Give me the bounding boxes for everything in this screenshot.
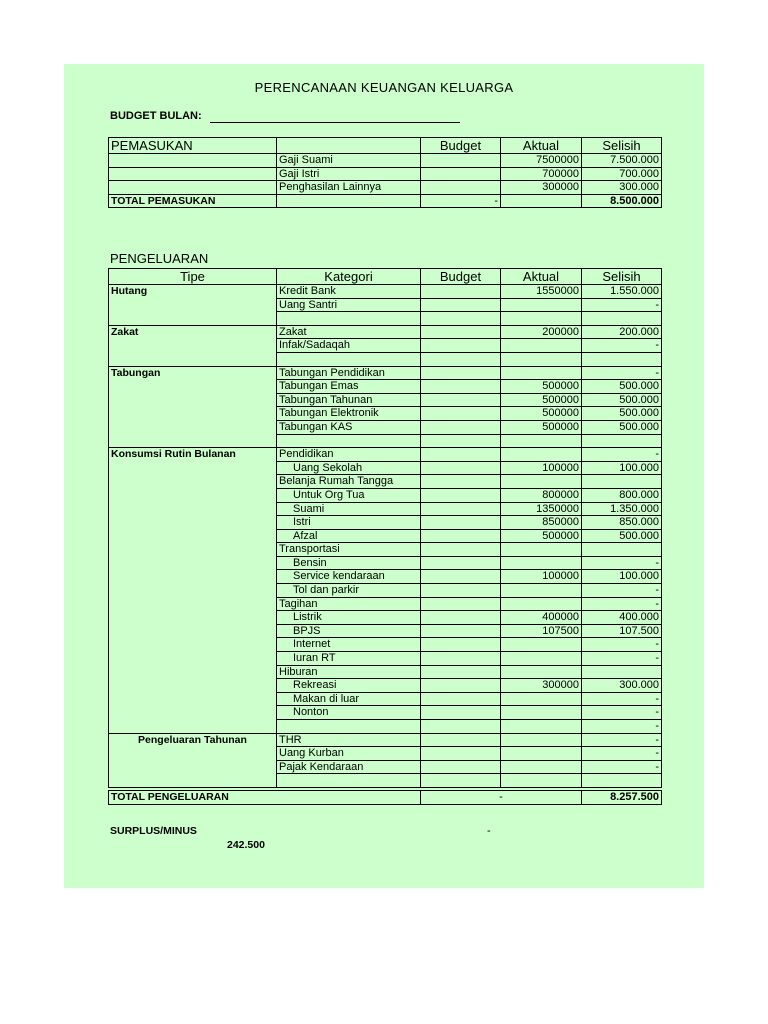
expense-kategori: Transportasi: [277, 543, 421, 557]
header-aktual: Aktual: [501, 138, 582, 154]
expense-selisih: 500.000: [582, 380, 662, 394]
expense-selisih: -: [582, 747, 662, 761]
expense-selisih: -: [582, 652, 662, 666]
expense-row: [109, 448, 662, 462]
page-title: PERENCANAAN KEUANGAN KELUARGA: [254, 80, 514, 95]
empty-cell: [277, 138, 421, 154]
expense-kategori: Uang Santri: [277, 298, 421, 312]
expense-aktual: [501, 733, 582, 747]
expense-selisih: -: [582, 638, 662, 652]
expense-tipe: Pengeluaran Tahunan: [109, 733, 277, 787]
expense-selisih: 800.000: [582, 488, 662, 502]
expense-selisih: 850.000: [582, 516, 662, 530]
expense-kategori: Nonton: [277, 706, 421, 720]
expense-row: [109, 733, 662, 747]
expense-tipe: Hutang: [109, 285, 277, 326]
expense-kategori: Infak/Sadaqah: [277, 339, 421, 353]
expense-selisih: 500.000: [582, 420, 662, 434]
expense-selisih: [582, 774, 662, 788]
expense-aktual: [501, 475, 582, 489]
expense-budget: [421, 434, 501, 448]
expense-selisih: -: [582, 366, 662, 380]
expense-budget: [421, 407, 501, 421]
expense-selisih: -: [582, 720, 662, 734]
income-total-budget: -: [421, 194, 501, 208]
expense-aktual: 100000: [501, 570, 582, 584]
income-table: [108, 137, 662, 208]
expense-table: [108, 268, 662, 805]
income-aktual: 7500000: [501, 154, 582, 168]
expense-header-row: [109, 269, 662, 285]
expense-selisih: -: [582, 339, 662, 353]
expense-aktual: 1350000: [501, 502, 582, 516]
expense-budget: [421, 638, 501, 652]
expense-budget: [421, 774, 501, 788]
income-selisih: 300.000: [582, 181, 662, 195]
expense-selisih: 500.000: [582, 407, 662, 421]
expense-kategori: Uang Sekolah: [277, 461, 421, 475]
expense-kategori: Makan di luar: [277, 692, 421, 706]
expense-kategori: Bensin: [277, 556, 421, 570]
expense-kategori: Uang Kurban: [277, 747, 421, 761]
expense-selisih: -: [582, 760, 662, 774]
expense-aktual: [501, 692, 582, 706]
expense-selisih: [582, 665, 662, 679]
expense-selisih: [582, 434, 662, 448]
income-tipe-cell: [109, 167, 277, 181]
expense-title: PENGELUARAN: [110, 251, 209, 266]
expense-selisih: [582, 543, 662, 557]
expense-budget: [421, 692, 501, 706]
expense-kategori: Iuran RT: [277, 652, 421, 666]
expense-budget: [421, 448, 501, 462]
expense-kategori: Internet: [277, 638, 421, 652]
expense-selisih: 500.000: [582, 393, 662, 407]
expense-budget: [421, 679, 501, 693]
income-budget: [421, 167, 501, 181]
expense-aktual: 107500: [501, 624, 582, 638]
expense-budget: [421, 611, 501, 625]
expense-kategori: [277, 352, 421, 366]
expense-budget: [421, 720, 501, 734]
expense-kategori: Tabungan Pendidikan: [277, 366, 421, 380]
expense-kategori: Tabungan KAS: [277, 420, 421, 434]
expense-budget: [421, 339, 501, 353]
expense-aktual: 400000: [501, 611, 582, 625]
expense-selisih: -: [582, 597, 662, 611]
expense-kategori: THR: [277, 733, 421, 747]
expense-kategori: Tabungan Tahunan: [277, 393, 421, 407]
surplus-value: 242.500: [227, 839, 265, 851]
header-aktual: Aktual: [501, 269, 582, 285]
expense-budget: [421, 325, 501, 339]
expense-budget: [421, 652, 501, 666]
expense-total-aktual: -: [421, 790, 582, 804]
expense-aktual: 200000: [501, 325, 582, 339]
expense-row: [109, 325, 662, 339]
expense-selisih: -: [582, 298, 662, 312]
expense-budget: [421, 312, 501, 326]
income-selisih: 7.500.000: [582, 154, 662, 168]
expense-kategori: [277, 720, 421, 734]
income-kategori: Gaji Istri: [277, 167, 421, 181]
expense-aktual: [501, 706, 582, 720]
expense-budget: [421, 760, 501, 774]
expense-aktual: [501, 652, 582, 666]
header-budget: Budget: [421, 269, 501, 285]
expense-budget: [421, 488, 501, 502]
expense-aktual: [501, 638, 582, 652]
expense-budget: [421, 393, 501, 407]
budget-month-label: BUDGET BULAN:: [110, 110, 202, 122]
expense-aktual: [501, 720, 582, 734]
expense-row: [109, 366, 662, 380]
income-header-row: [109, 138, 662, 154]
expense-aktual: 500000: [501, 380, 582, 394]
expense-budget: [421, 529, 501, 543]
expense-kategori: Tabungan Emas: [277, 380, 421, 394]
expense-aktual: 500000: [501, 420, 582, 434]
expense-kategori: Pajak Kendaraan: [277, 760, 421, 774]
expense-budget: [421, 475, 501, 489]
expense-budget: [421, 733, 501, 747]
header-selisih: Selisih: [582, 138, 662, 154]
income-kategori: Gaji Suami: [277, 154, 421, 168]
income-total-aktual: [501, 194, 582, 208]
expense-kategori: Hiburan: [277, 665, 421, 679]
header-tipe: Tipe: [109, 269, 277, 285]
expense-aktual: [501, 434, 582, 448]
income-budget: [421, 154, 501, 168]
expense-aktual: [501, 352, 582, 366]
expense-budget: [421, 380, 501, 394]
income-selisih: 700.000: [582, 167, 662, 181]
expense-selisih: 107.500: [582, 624, 662, 638]
header-budget: Budget: [421, 138, 501, 154]
expense-total-label: TOTAL PENGELUARAN: [109, 790, 421, 804]
expense-aktual: [501, 597, 582, 611]
expense-aktual: 100000: [501, 461, 582, 475]
expense-aktual: [501, 543, 582, 557]
income-total-row: [109, 194, 662, 208]
expense-kategori: [277, 774, 421, 788]
expense-aktual: [501, 760, 582, 774]
income-total-selisih: 8.500.000: [582, 194, 662, 208]
expense-budget: [421, 747, 501, 761]
expense-kategori: Tol dan parkir: [277, 584, 421, 598]
expense-aktual: 850000: [501, 516, 582, 530]
expense-kategori: Kredit Bank: [277, 285, 421, 299]
expense-kategori: Rekreasi: [277, 679, 421, 693]
surplus-label: SURPLUS/MINUS: [110, 825, 197, 837]
expense-kategori: Service kendaraan: [277, 570, 421, 584]
income-total-empty: [277, 194, 421, 208]
income-aktual: 700000: [501, 167, 582, 181]
expense-aktual: [501, 747, 582, 761]
expense-budget: [421, 597, 501, 611]
expense-kategori: [277, 434, 421, 448]
expense-budget: [421, 502, 501, 516]
income-budget: [421, 181, 501, 195]
expense-kategori: Tagihan: [277, 597, 421, 611]
expense-tipe: Tabungan: [109, 366, 277, 448]
income-kategori: Penghasilan Lainnya: [277, 181, 421, 195]
expense-selisih: 200.000: [582, 325, 662, 339]
expense-kategori: Belanja Rumah Tangga: [277, 475, 421, 489]
spreadsheet-sheet: [64, 64, 704, 888]
expense-kategori: Suami: [277, 502, 421, 516]
expense-kategori: Istri: [277, 516, 421, 530]
expense-tipe: Zakat: [109, 325, 277, 366]
expense-budget: [421, 285, 501, 299]
expense-aktual: 500000: [501, 393, 582, 407]
expense-kategori: Pendidikan: [277, 448, 421, 462]
expense-aktual: [501, 366, 582, 380]
expense-selisih: 400.000: [582, 611, 662, 625]
expense-aktual: [501, 312, 582, 326]
expense-aktual: 1550000: [501, 285, 582, 299]
expense-selisih: 500.000: [582, 529, 662, 543]
expense-selisih: -: [582, 706, 662, 720]
expense-total-selisih: 8.257.500: [582, 790, 662, 804]
expense-selisih: -: [582, 692, 662, 706]
income-aktual: 300000: [501, 181, 582, 195]
expense-selisih: 300.000: [582, 679, 662, 693]
expense-kategori: Untuk Org Tua: [277, 488, 421, 502]
expense-selisih: [582, 475, 662, 489]
expense-kategori: Zakat: [277, 325, 421, 339]
expense-budget: [421, 516, 501, 530]
income-tipe-cell: [109, 181, 277, 195]
expense-budget: [421, 556, 501, 570]
income-row: [109, 154, 662, 168]
expense-aktual: [501, 448, 582, 462]
expense-kategori: BPJS: [277, 624, 421, 638]
expense-budget: [421, 584, 501, 598]
expense-selisih: [582, 352, 662, 366]
expense-kategori: Tabungan Elektronik: [277, 407, 421, 421]
expense-budget: [421, 624, 501, 638]
expense-budget: [421, 706, 501, 720]
expense-selisih: -: [582, 448, 662, 462]
expense-aktual: 500000: [501, 407, 582, 421]
income-row: [109, 167, 662, 181]
header-kategori: Kategori: [277, 269, 421, 285]
expense-budget: [421, 366, 501, 380]
expense-aktual: [501, 584, 582, 598]
expense-selisih: 100.000: [582, 461, 662, 475]
expense-aktual: [501, 774, 582, 788]
expense-selisih: 1.350.000: [582, 502, 662, 516]
expense-selisih: [582, 312, 662, 326]
income-total-label: TOTAL PEMASUKAN: [109, 194, 277, 208]
expense-aktual: 300000: [501, 679, 582, 693]
expense-kategori: Listrik: [277, 611, 421, 625]
expense-total-row: [109, 790, 662, 804]
expense-selisih: 1.550.000: [582, 285, 662, 299]
expense-selisih: -: [582, 556, 662, 570]
expense-aktual: [501, 556, 582, 570]
expense-budget: [421, 420, 501, 434]
expense-budget: [421, 352, 501, 366]
budget-month-blank-line: [210, 122, 460, 123]
expense-budget: [421, 543, 501, 557]
expense-tipe: Konsumsi Rutin Bulanan: [109, 448, 277, 733]
expense-budget: [421, 570, 501, 584]
expense-selisih: -: [582, 733, 662, 747]
expense-selisih: -: [582, 584, 662, 598]
income-tipe-cell: [109, 154, 277, 168]
expense-aktual: 800000: [501, 488, 582, 502]
income-row: [109, 181, 662, 195]
expense-kategori: [277, 312, 421, 326]
income-title: PEMASUKAN: [109, 138, 277, 154]
expense-kategori: Afzal: [277, 529, 421, 543]
expense-row: [109, 285, 662, 299]
expense-aktual: [501, 665, 582, 679]
header-selisih: Selisih: [582, 269, 662, 285]
expense-budget: [421, 461, 501, 475]
expense-budget: [421, 298, 501, 312]
expense-aktual: 500000: [501, 529, 582, 543]
expense-aktual: [501, 339, 582, 353]
expense-budget: [421, 665, 501, 679]
surplus-dash: -: [487, 825, 491, 837]
expense-selisih: 100.000: [582, 570, 662, 584]
expense-aktual: [501, 298, 582, 312]
